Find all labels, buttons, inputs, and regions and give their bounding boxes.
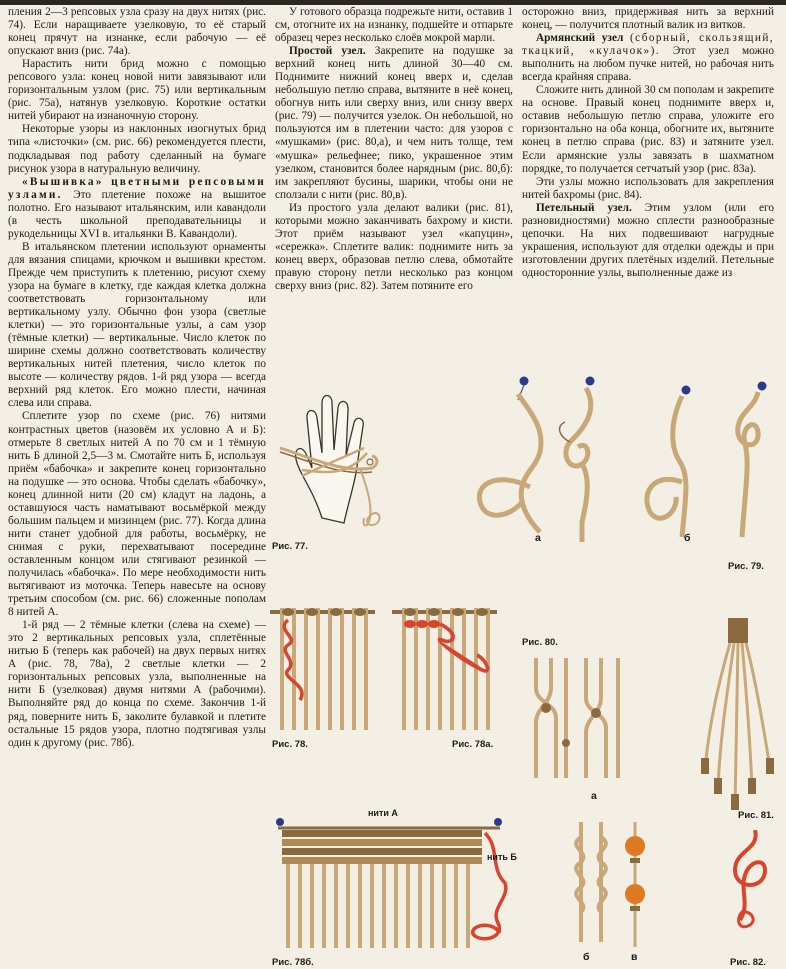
section-heading: Петельный узел. — [536, 201, 632, 214]
figure-82-caption: Рис. 82. — [730, 957, 766, 968]
figure-79-caption: Рис. 79. — [728, 561, 764, 572]
figure-78b-caption: Рис. 78б. — [272, 957, 314, 968]
figure-79-label-b: б — [684, 532, 691, 544]
text-column-2 — [275, 6, 513, 352]
figure-78-vertical-knots — [270, 600, 380, 735]
figure-80-label-v: в — [631, 951, 638, 963]
paragraph — [522, 202, 774, 280]
paragraph: 1-й ряд — 2 тёмные клетки (слева на схеме) — это 2 вертикальных репсовых узла, сплетённые нитью Б (теперь как рабочей) на двух первых нитях А (рис. 78, 78а), 2 светлые клетки — 2 горизонтальных репсовых узла, выполненные на нити Б (узелковая) двумя нитями А (рабочими). Выполняйте ряд до конца по схеме. Закончив 1-й ряд, поверните нить Б, заколите булавкой и плетите остальные 15 рядов узора, плотно подтягивая узлы один к другому (рис. 78б). — [8, 619, 266, 749]
label-thread-a: нити А — [368, 808, 398, 818]
figure-78b-sample — [270, 808, 510, 958]
paragraph: пления 2—3 репсовых узла сразу на двух нитях (рис. 74). Если наращиваете узелковую, то её старый конец прячут на изнанке, если рабочую — её опускают вниз (рис. 74а). — [8, 6, 266, 58]
paragraph — [8, 176, 266, 241]
paragraph-text: Этот узел можно выполнить на любом пучке нитей, но рабочая нить всегда крайняя справа. — [522, 45, 774, 84]
paragraph: В итальянском плетении используют орнаменты для вязания спицами, крючком и вышивки крестом. Прежде чем приступить к плетению, рисуют схему узора на бумаге в клетку, где каждая клетка должна соответствовать горизонтальному или вертикальному узлу. Обычно фон узора (светлые клетки) — это горизонтальные узлы, а сам узор (тёмные клетки) — вертикальные. Число клеток по ширине схемы должно соответствовать количеству вертикальных нитей плетения, число клеток по высоте — количеству рядов. 1-й ряд узора — всегда верхний ряд клеток. Его можно плести, начиная слева или справа. — [8, 240, 266, 410]
text-column-3 — [522, 6, 774, 352]
figure-81-tassel — [700, 618, 780, 818]
figure-80a-knot-chain — [526, 658, 636, 783]
figure-80-caption: Рис. 80. — [522, 637, 558, 648]
paragraph-text: Этим узлом (или его разновидностями) можно сплести разнообразные цепочки. На них подвешивают нагрудные украшения, используют для отделки одежды и при изготовлении других плетёных изделий. Петельные односторонние узлы, выполненные даже из — [522, 201, 774, 279]
paragraph: Сложите нить длиной 30 см пополам и закрепите на основе. Правый конец поднимите вверх и, оставив небольшую петлю справа, уложите его горизонтально на оба конца, обогните их, вытяните конец в петлю справа (рис. 83) и затяните узел. Если армянские узлы завязать в шахматном порядке, то получается сетчатый узор (рис. 83а). — [522, 84, 774, 175]
figure-77-caption: Рис. 77. — [272, 541, 308, 552]
paragraph-text: Закрепите на подушке за верхний конец нить длиной 30—40 см. Поднимите нижний конец вверх и, сделав небольшую петлю справа, вытяните в неё конец, обогнув нить или сверху вниз, или снизу вверх (рис. 79) — получится узелок. Он небольшой, но пользуются им в плетении часто: для узоров с «мушками» (рис. 80,а), и чем нить толще, тем «мушка» рельефнее; пико, украшенное этим узелком, становится более нарядным (рис. 80,б): им закрепляют бусины, шарики, чтобы они не сползали с нити (рис. 80,в). — [275, 45, 513, 201]
paragraph: Некоторые узоры из наклонных изогнутых брид типа «листочки» (см. рис. 66) рекомендуется плести, подкладывая под работу сделанный на бумаге рисунок узора в натуральную величину. — [8, 123, 266, 175]
figure-78a-caption: Рис. 78а. — [452, 739, 494, 750]
figure-80b-picot-chain — [566, 822, 616, 952]
paragraph: Из простого узла делают валики (рис. 81), которыми можно заканчивать бахрому и кисти. Этот приём называют узел «капуцин», «сережка». Сплетите валик: поднимите нить за конец вверх, образовав петлю слева, обмотайте правую сторону петли несколько раз концом сверху вниз (рис. 82). Затем потяните его — [275, 201, 513, 292]
figure-78a-vertical-knots — [392, 600, 502, 735]
section-heading: Простой узел. — [289, 45, 366, 58]
paragraph — [275, 45, 513, 202]
figure-80-label-a: а — [591, 790, 597, 802]
paragraph: Сплетите узор по схеме (рис. 76) нитями контрастных цветов (назовём их условно А и Б): отмерьте 8 светлых нитей А по 70 см и 1 тёмную нить Б длиной 2,5—3 м. Смотайте нить Б, используя приём «бабочка» и закрепите конец горизонтально на подушке — это основа. Чтобы сделать «бабочку», конец длинной нити (20 см) кладут на ладонь, а оставшуюся часть наматывают восьмёркой между большим пальцем и мизинцем (рис. 77). Когда длина нити станет удобной для работы, восьмёрку, не снимая с руки, перехватывают посередине оставленным концом или стягивают резинкой — получилась «бабочка». По мере необходимости нить вытягивают из моточка. Теперь навесьте на основу третьим способом (см. рис. 66) сложенные пополам 8 нитей А. — [8, 410, 266, 619]
figure-78-caption: Рис. 78. — [272, 739, 308, 750]
figure-79-label-a: а — [535, 532, 541, 544]
heading-alt-names: (сборный, скользящий, ткацкий, «кулачок»). — [522, 32, 774, 58]
page-header-band — [0, 0, 786, 5]
paragraph: Нарастить нити брид можно с помощью репсового узла: конец новой нити завязывают или горизонтальным узлом (рис. 75) или вертикальным (рис. 75а), натянув узелковую. Короткие остатки нитей убирают на изнаночную сторону. — [8, 58, 266, 123]
figure-79-simple-knot — [470, 372, 778, 547]
text-column-1 — [8, 6, 266, 956]
paragraph: осторожно вниз, придерживая нить за верхний конец, — получится плотный валик из витков. — [522, 6, 774, 32]
figure-82-capuchin-knot — [720, 830, 780, 940]
paragraph: У готового образца подрежьте нити, оставив 1 см, отогните их на изнанку, подшейте и отпарьте образец через несколько слоёв мокрой марли. — [275, 6, 513, 45]
label-thread-b: нить Б — [487, 852, 517, 862]
figure-77-hand-illustration — [272, 378, 392, 538]
paragraph — [522, 32, 774, 84]
paragraph-text: Это плетение похоже на вышитое полотно. Его называют итальянским, или кавандоли (в честь школьной преподавательницы и рукодельницы XVI в. итальянки В. Кавандоли). — [8, 188, 266, 240]
figure-80-label-b: б — [583, 951, 590, 963]
section-heading: «Вышивка» цветными репсовыми узлами. — [8, 175, 266, 201]
paragraph: Эти узлы можно использовать для закрепления нитей бахромы (рис. 84). — [522, 175, 774, 201]
section-heading: Армянский узел — [536, 32, 624, 45]
figure-80v-beaded-thread — [620, 822, 650, 952]
figure-81-caption: Рис. 81. — [738, 810, 774, 821]
